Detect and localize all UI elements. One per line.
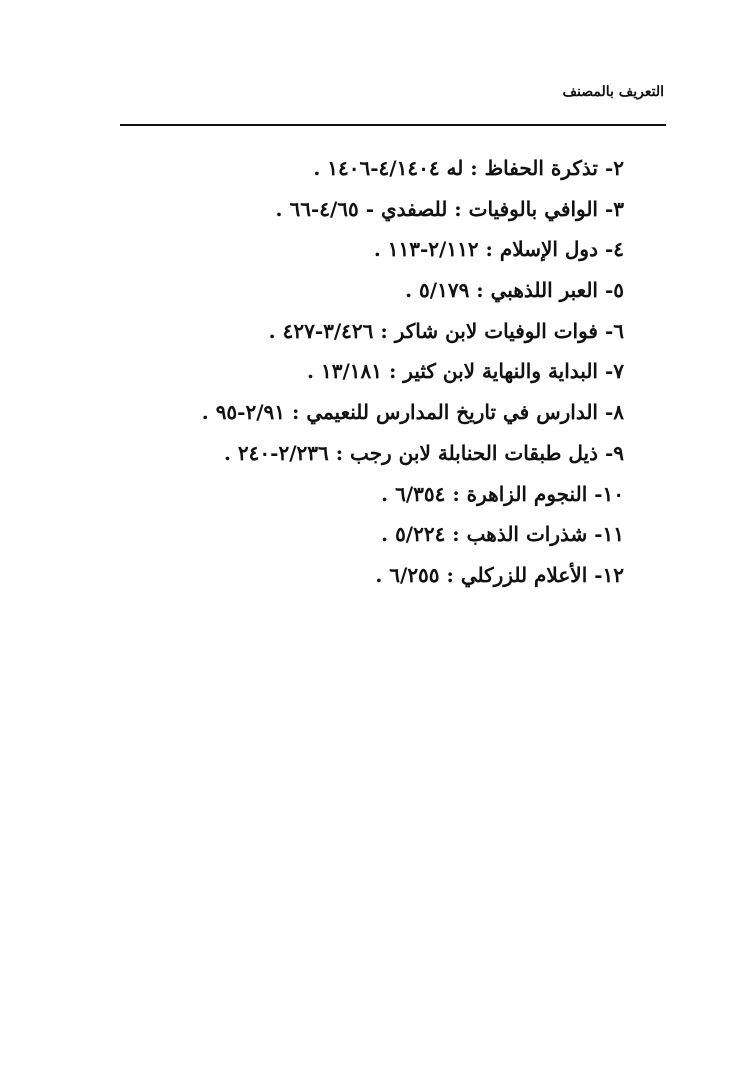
- list-item: ٥- العبر اللذهبي : ٥/١٧٩ .: [405, 278, 624, 303]
- list-item: ١٠- النجوم الزاهرة : ٦/٣٥٤ .: [381, 481, 624, 506]
- list-item: ٢- تذكرة الحفاظ : له ٤/١٤٠٤-١٤٠٦ .: [313, 156, 624, 180]
- list-item: ٧- البداية والنهاية لابن كثير : ١٣/١٨١ .: [307, 359, 624, 384]
- running-header: التعريف بالمصنف: [562, 84, 664, 100]
- list-item: ٩- ذيل طبقات الحنابلة لابن رجب : ٢/٢٣٦-٢٤٠ .: [223, 440, 624, 465]
- list-item: ١١- شذرات الذهب : ٥/٢٢٤ .: [381, 522, 624, 547]
- list-item: ٤- دول الإسلام : ٢/١١٢-١١٣ .: [373, 237, 624, 262]
- header-divider: [120, 124, 666, 126]
- sources-list: [64, 148, 624, 596]
- list-item: ٣- الوافي بالوفيات : للصفدي - ٤/٦٥-٦٦ .: [275, 196, 624, 221]
- list-item: ١٢- الأعلام للزركلي : ٦/٢٥٥ .: [375, 562, 624, 587]
- list-item: ٨- الدارس في تاريخ المدارس للنعيمي : ٢/٩١-٩٥ .: [201, 400, 624, 425]
- list-item: ٦- فوات الوفيات لابن شاكر : ٣/٤٢٦-٤٢٧ .: [268, 318, 624, 343]
